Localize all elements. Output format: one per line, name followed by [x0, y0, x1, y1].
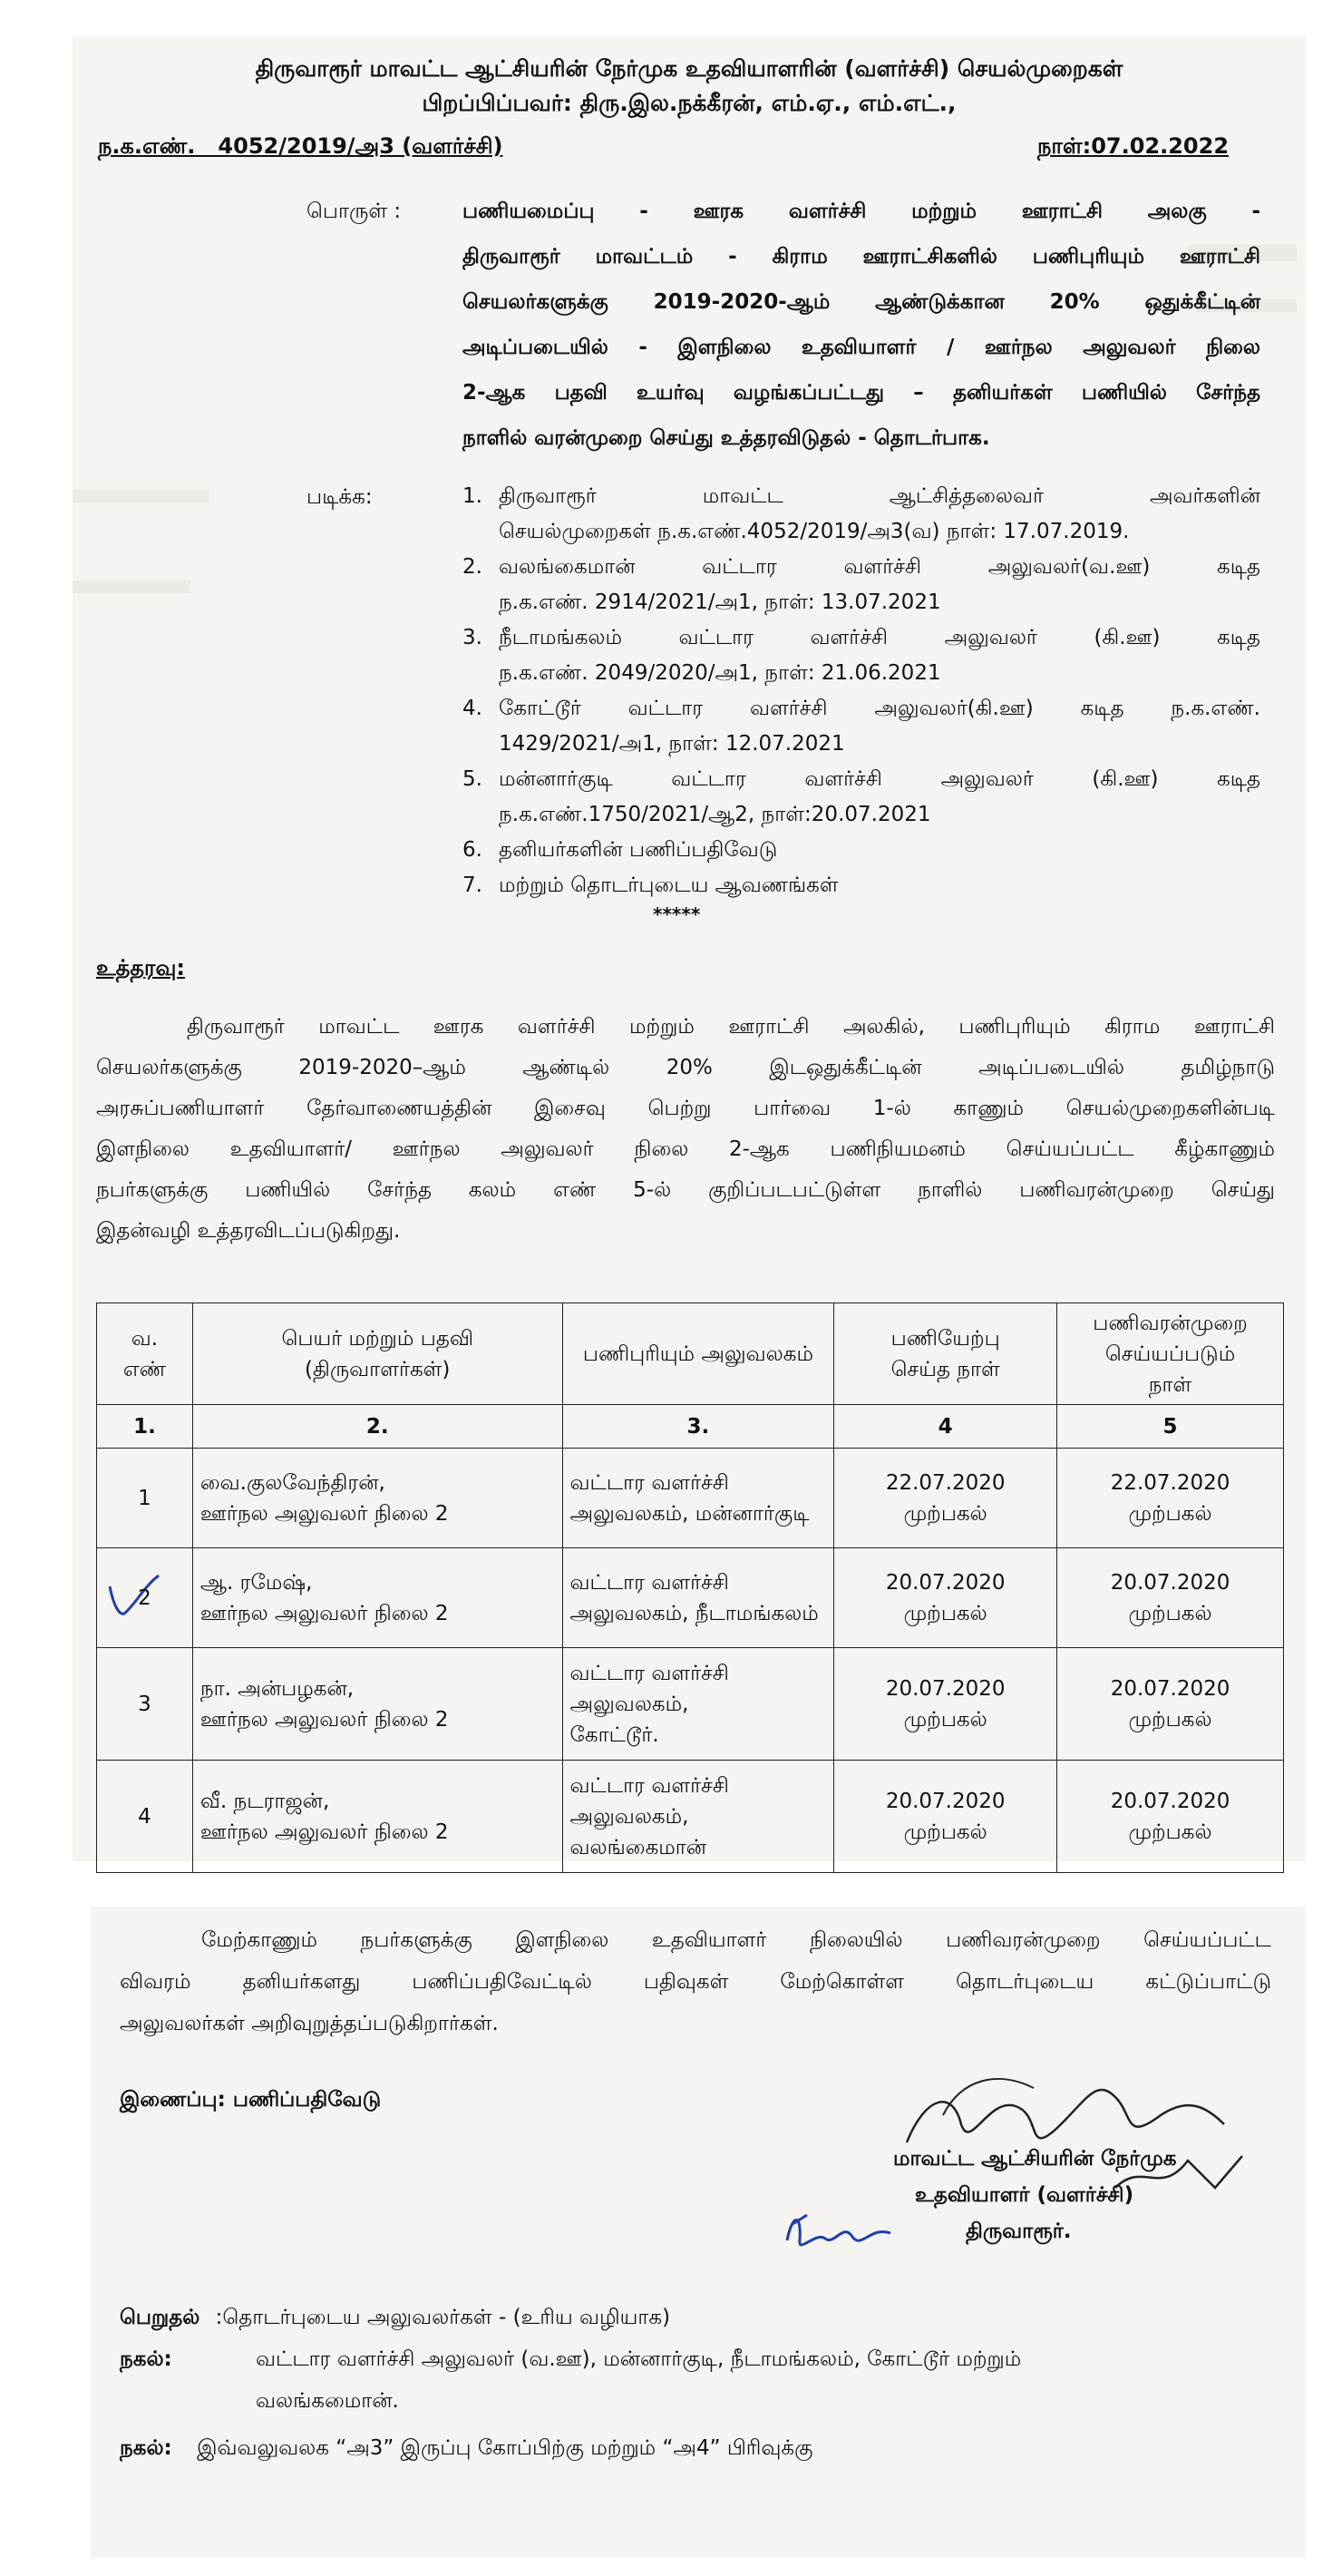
subject-text: பணியமைப்பு - ஊரக வளர்ச்சி மற்றும் ஊராட்சி அலகு - திருவாரூர் மாவட்டம் - கிராம ஊராட்சிகளில் பணிபுரியும் ஊராட்சி செயலர்களுக்கு 2019-2020-ஆம் ஆண்டுக்கான 20% ஒதுக்கீட்டின் அடிப்படையில் - இளநிலை உதவியாளர் / ஊர்நல அலுவலர் நிலை 2-ஆக பதவி உயர்வு வழங்கப்பட்டது – தனியர்கள் பணியில் சேர்ந்த நாளில் வரன்முறை செய்து உத்தரவிடுதல் - தொடர்பாக. — [462, 200, 1260, 450]
signatory-designation: மாவட்ட ஆட்சியரின் நேர்முக உதவியாளர் (வளர்ச்சி) திருவாரூர். — [893, 2147, 1177, 2243]
order-date: நாள்:07.02.2022 — [1037, 133, 1230, 159]
regularisation-table — [96, 1303, 1284, 1873]
header-title: திருவாரூர் மாவட்ட ஆட்சியரின் நேர்முக உதவியாளரின் (வளர்ச்சி) செயல்முறைகள் — [255, 55, 1123, 82]
initials-blue-icon — [780, 2204, 898, 2259]
followup-paragraph: மேற்காணும் நபர்களுக்கு இளநிலை உதவியாளர் நிலையில் பணிவரன்முறை செய்யப்பட்ட விவரம் தனியர்களது பணிப்பதிவேட்டில் பதிவுகள் மேற்கொள்ள தொடர்புடைய கட்டுப்பாட்டு அலுவலர்கள் அறிவுறுத்தப்படுகிறார்கள். — [120, 1928, 1271, 2035]
header-name: பெயர் மற்றும் பதவி (திருவாளர்கள்) — [192, 1303, 562, 1405]
header-join-date: பணியேற்பு செய்த நாள் — [834, 1303, 1057, 1405]
document-page-2 — [91, 1907, 1306, 2558]
order-heading: உத்தரவு: — [96, 955, 186, 981]
separator-stars: ***** — [653, 903, 701, 925]
tick-mark-icon — [104, 1568, 168, 1623]
header-issuer: பிறப்பிப்பவர்: திரு.இல.நக்கீரன், எம்.ஏ., எம்.எட்., — [422, 90, 957, 116]
table-row: 4 வீ. நடராஜன், ஊர்நல அலுவலர் நிலை 2 வட்டார வளர்ச்சி அலுவலகம், வலங்கைமான் 20.07.2020 முற்பகல் 20.07.2020 முற்பகல் — [97, 1761, 1284, 1873]
table-row: 1 வை.குலவேந்திரன், ஊர்நல அலுவலர் நிலை 2 வட்டார வளர்ச்சி அலுவலகம், மன்னார்குடி 22.07.2020 முற்பகல் 22.07.2020 முற்பகல் — [97, 1449, 1284, 1548]
table-colnum-row: 1. 2. 3. 4 5 — [97, 1405, 1284, 1449]
table-header-row — [97, 1303, 1284, 1405]
reference-item: 3. நீடாமங்கலம் வட்டார வளர்ச்சி அலுவலர் (கி.ஊ) கடித ந.க.எண். 2049/2020/அ1, நாள்: 21.06.2021 — [462, 626, 1260, 685]
header-sno: வ. எண் — [97, 1303, 193, 1405]
recipients-block: பெறுதல் :தொடர்புடைய அலுவலர்கள் - (உரிய வழியாக) நகல்: வட்டார வளர்ச்சி அலுவலர் (வ.ஊ), மன்னார்குடி, நீடாமங்கலம், கோட்டூர் மற்றும் வலங்கமைான். நகல்: இவ்வலுவலக “அ3” இருப்பு கோப்பிற்கு மற்றும் “அ4” பிரிவுக்கு — [120, 2306, 1022, 2460]
table-row: 3 நா. அன்பழகன், ஊர்நல அலுவலர் நிலை 2 வட்டார வளர்ச்சி அலுவலகம், கோட்டூர். 20.07.2020 முற்பகல் 20.07.2020 முற்பகல் — [97, 1648, 1284, 1761]
reference-item: 5. மன்னார்குடி வட்டார வளர்ச்சி அலுவலர் (கி.ஊ) கடித ந.க.எண்.1750/2021/ஆ2, நாள்:20.07.2021 — [462, 767, 1260, 826]
references-list — [462, 479, 1260, 903]
header-reg-date: பணிவரன்முறை செய்யப்படும் நாள் — [1057, 1303, 1284, 1405]
enclosure: இணைப்பு: பணிப்பதிவேடு — [120, 2088, 382, 2112]
reference-item: 2. வலங்கைமான் வட்டார வளர்ச்சி அலுவலர்(வ.ஊ) கடித ந.க.எண். 2914/2021/அ1, நாள்: 13.07.2021 — [462, 555, 1260, 614]
document-page-1 — [73, 36, 1306, 1861]
table-row: 2 ஆ. ரமேஷ், ஊர்நல அலுவலர் நிலை 2 வட்டார வளர்ச்சி அலுவலகம், நீடாமங்கலம் 20.07.2020 முற்பகல் 20.07.2020 முற்பகல் — [97, 1548, 1284, 1648]
subject-label: பொருள் : — [306, 200, 402, 223]
order-body: திருவாரூர் மாவட்ட ஊரக வளர்ச்சி மற்றும் ஊராட்சி அலகில், பணிபுரியும் கிராம ஊராட்சி செயலர்களுக்கு 2019-2020–ஆம் ஆண்டில் 20% இடஒதுக்கீட்டின் அடிப்படையில் தமிழ்நாடு அரசுப்பணியாளர் தேர்வாணையத்தின் இசைவு பெற்று பார்வை 1-ல் காணும் செயல்முறைகளின்படி இளநிலை உதவியாளர்/ ஊர்நல அலுவலர் நிலை 2-ஆக பணிநியமனம் செய்யப்பட்ட கீழ்காணும் நபர்களுக்கு பணியில் சேர்ந்த கலம் எண் 5-ல் குறிப்படபட்டுள்ள நாளில் பணிவரன்முறை செய்து இதன்வழி உத்தரவிடப்படுகிறது. — [96, 1015, 1275, 1243]
references-label: படிக்க: — [306, 485, 373, 509]
reference-number: ந.க.எண். 4052/2019/அ3 (வளர்ச்சி) — [98, 133, 503, 159]
header-office: பணிபுரியும் அலுவலகம் — [562, 1303, 834, 1405]
reference-item: 4. கோட்டூர் வட்டார வளர்ச்சி அலுவலர்(கி.ஊ) கடித ந.க.எண். 1429/2021/அ1, நாள்: 12.07.2021 — [462, 697, 1260, 756]
reference-item: 7. மற்றும் தொடர்புடைய ஆவணங்கள் — [462, 873, 839, 897]
reference-item: 6. தனியர்களின் பணிப்பதிவேடு — [462, 838, 778, 862]
reference-item: 1. திருவாரூர் மாவட்ட ஆட்சித்தலைவர் அவர்களின் செயல்முறைகள் ந.க.எண்.4052/2019/அ3(வ) நாள்: 17.07.2019. — [462, 484, 1260, 543]
